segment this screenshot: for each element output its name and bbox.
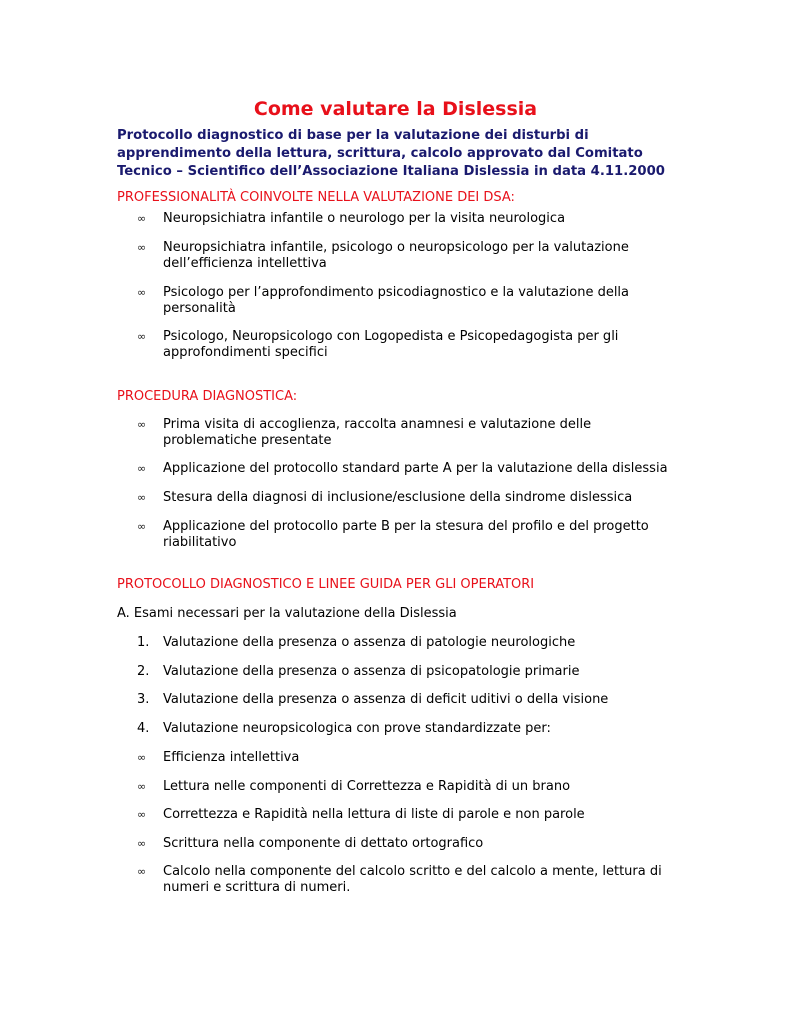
list-item [137,240,677,272]
item-number: 3. [137,692,150,707]
bullet-icon: ∞ [137,491,147,504]
list-item [137,807,677,823]
numbered-item-text: Valutazione neuropsicologica con prove standardizzate per: [163,721,551,736]
list-item [137,329,677,361]
numbered-item-text: Valutazione della presenza o assenza di psicopatologie primarie [163,664,580,679]
list-item-text: Calcolo nella componente del calcolo scritto e del calcolo a mente, lettura di numeri e scrittura di numeri. [163,864,662,895]
bullet-icon: ∞ [137,751,147,764]
list-item-text: Neuropsichiatra infantile o neurologo per la visita neurologica [163,211,566,226]
item-number: 1. [137,635,150,650]
list-item [137,211,677,227]
list-item [137,519,677,551]
numbered-item [137,635,677,651]
item-number: 2. [137,664,150,679]
list-item [137,461,677,477]
list-item-text: Psicologo, Neuropsicologo con Logopedista e Psicopedagogista per gli approfondimenti specifici [163,329,619,360]
numbered-item [137,692,677,708]
list-item [137,417,677,449]
section-heading-protocollo: PROTOCOLLO DIAGNOSTICO E LINEE GUIDA PER GLI OPERATORI [117,577,535,592]
bullet-icon: ∞ [137,865,147,878]
bullet-icon: ∞ [137,241,147,254]
list-item-text: Lettura nelle componenti di Correttezza e Rapidità di un brano [163,779,571,794]
numbered-item-text: Valutazione della presenza o assenza di patologie neurologiche [163,635,576,650]
bullet-icon: ∞ [137,520,147,533]
list-item-text: Correttezza e Rapidità nella lettura di liste di parole e non parole [163,807,585,822]
list-item-text: Prima visita di accoglienza, raccolta anamnesi e valutazione delle problematiche presentate [163,417,592,448]
bullet-icon: ∞ [137,837,147,850]
numbered-item-text: Valutazione della presenza o assenza di deficit uditivi o della visione [163,692,609,707]
list-item [137,836,677,852]
section-intro: A. Esami necessari per la valutazione della Dislessia [117,606,457,621]
list-item-text: Efficienza intellettiva [163,750,300,765]
list-item [137,779,677,795]
list-item-text: Scrittura nella componente di dettato ortografico [163,836,484,851]
bullet-icon: ∞ [137,808,147,821]
list-item-text: Psicologo per l’approfondimento psicodiagnostico e la valutazione della personalità [163,285,630,316]
bullet-icon: ∞ [137,418,147,431]
list-item [137,490,677,506]
numbered-item [137,664,677,680]
bullet-icon: ∞ [137,286,147,299]
bullet-icon: ∞ [137,330,147,343]
list-item [137,864,677,896]
list-item [137,750,677,766]
section-heading-procedura: PROCEDURA DIAGNOSTICA: [117,389,298,404]
document-title: Come valutare la Dislessia [253,98,538,120]
list-item-text: Applicazione del protocollo parte B per la stesura del profilo e del progetto riabilitativo [163,519,649,550]
item-number: 4. [137,721,150,736]
document-subtitle: Protocollo diagnostico di base per la valutazione dei disturbi di apprendimento della lettura, scrittura, calcolo approvato dal Comitato Tecnico – Scientifico dell’Associazione Italiana Dislessia in data 4.11.2000 [117,128,665,179]
section-heading-professionalita: PROFESSIONALITÀ COINVOLTE NELLA VALUTAZIONE DEI DSA: [117,190,515,205]
list-item-text: Neuropsichiatra infantile, psicologo o neuropsicologo per la valutazione dell’efficienza intellettiva [163,240,629,271]
list-item-text: Applicazione del protocollo standard parte A per la valutazione della dislessia [163,461,668,476]
list-item-text: Stesura della diagnosi di inclusione/esclusione della sindrome dislessica [163,490,633,505]
bullet-icon: ∞ [137,212,147,225]
bullet-icon: ∞ [137,780,147,793]
list-item [137,285,677,317]
bullet-icon: ∞ [137,462,147,475]
numbered-item [137,721,677,737]
